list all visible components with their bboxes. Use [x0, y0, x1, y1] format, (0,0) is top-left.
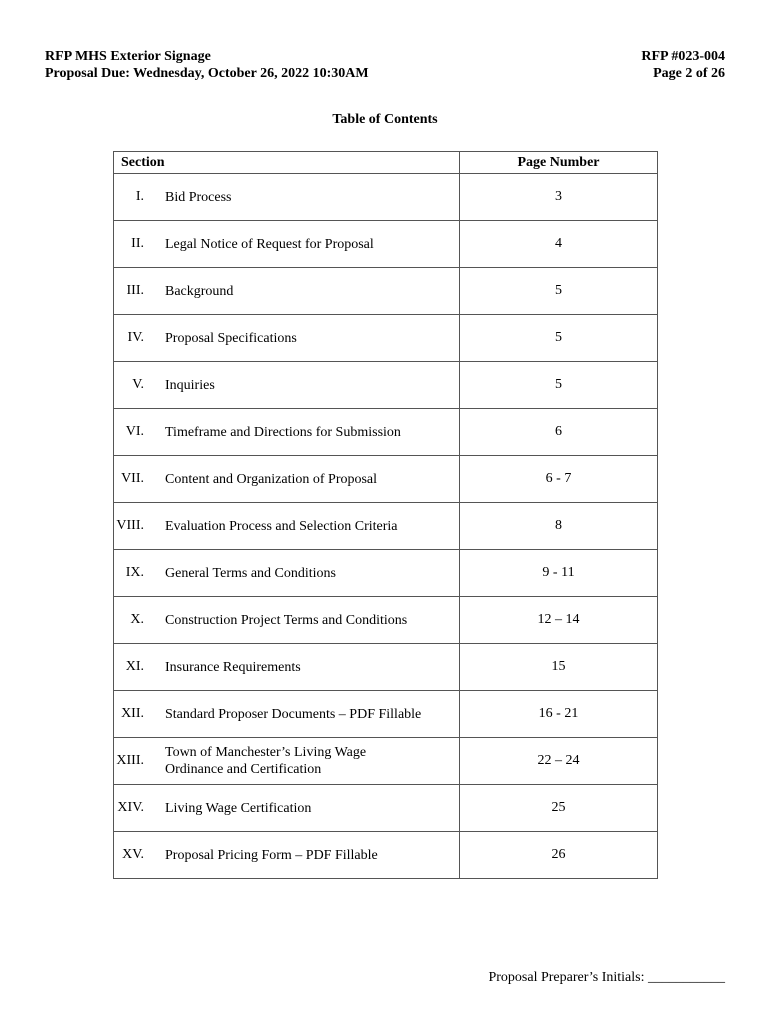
section-number: VIII. [116, 518, 144, 533]
page-number: 25 [460, 785, 658, 832]
table-row [114, 597, 658, 644]
section-number: XI. [125, 659, 144, 674]
section-number: V. [132, 377, 144, 392]
section-number: IV. [127, 330, 144, 345]
section-title: Proposal Pricing Form – PDF Fillable [165, 847, 378, 863]
page-number: 26 [460, 832, 658, 879]
toc-header-row [114, 152, 658, 174]
section-title: Bid Process [165, 189, 232, 205]
section-number: VI. [125, 424, 144, 439]
table-row [114, 221, 658, 268]
table-row [114, 785, 658, 832]
page-number: 6 [460, 409, 658, 456]
page-number: 5 [460, 268, 658, 315]
section-title: Insurance Requirements [165, 659, 301, 675]
page-number: 12 – 14 [460, 597, 658, 644]
section-title: Standard Proposer Documents – PDF Fillable [165, 706, 422, 722]
table-row [114, 644, 658, 691]
section-title: Inquiries [165, 377, 215, 393]
table-row [114, 691, 658, 738]
section-title: Background [165, 283, 234, 299]
preparer-initials-line: Proposal Preparer’s Initials: ___________ [488, 970, 725, 985]
page-indicator: Page 2 of 26 [653, 66, 725, 81]
section-number: III. [126, 283, 144, 298]
table-row [114, 268, 658, 315]
page-number: 3 [460, 174, 658, 221]
proposal-due: Proposal Due: Wednesday, October 26, 2022 10:30AM [45, 66, 369, 81]
section-title: Living Wage Certification [165, 800, 312, 816]
section-number: XIII. [116, 753, 144, 768]
table-row [114, 409, 658, 456]
toc-title: Table of Contents [332, 112, 438, 127]
table-row [114, 832, 658, 879]
section-number: I. [135, 189, 144, 204]
page-number: 8 [460, 503, 658, 550]
page-number: 22 – 24 [460, 738, 658, 785]
table-row [114, 362, 658, 409]
table-row [114, 503, 658, 550]
section-title: Proposal Specifications [165, 330, 297, 346]
section-number: VII. [121, 471, 144, 486]
page-number: 9 - 11 [460, 550, 658, 597]
table-row [114, 174, 658, 221]
section-number: XV. [122, 847, 144, 862]
table-row [114, 738, 658, 785]
rfp-number: RFP #023-004 [641, 49, 725, 64]
toc-table [113, 151, 658, 879]
section-title: Construction Project Terms and Conditions [165, 612, 408, 628]
header-left [45, 48, 369, 82]
section-title: Evaluation Process and Selection Criteria [165, 518, 398, 534]
page-number: 5 [460, 362, 658, 409]
col-section-header: Section [114, 152, 460, 174]
section-number: X. [130, 612, 144, 627]
section-title: Town of Manchester’s Living Wage Ordinance and Certification [165, 745, 367, 777]
section-number: II. [131, 236, 144, 251]
section-title: Legal Notice of Request for Proposal [165, 236, 374, 252]
page-number: 16 - 21 [460, 691, 658, 738]
page-number: 5 [460, 315, 658, 362]
table-row [114, 315, 658, 362]
section-number: XIV. [117, 800, 144, 815]
page-number: 4 [460, 221, 658, 268]
section-number: XII. [121, 706, 144, 721]
section-title: Timeframe and Directions for Submission [165, 424, 401, 440]
section-title: General Terms and Conditions [165, 565, 337, 581]
table-row [114, 456, 658, 503]
project-title: RFP MHS Exterior Signage [45, 49, 211, 64]
col-page-header: Page Number [460, 152, 658, 174]
section-number: IX. [125, 565, 144, 580]
page-number: 15 [460, 644, 658, 691]
header-right [641, 48, 725, 82]
page-number: 6 - 7 [460, 456, 658, 503]
table-row [114, 550, 658, 597]
section-title: Content and Organization of Proposal [165, 471, 378, 487]
